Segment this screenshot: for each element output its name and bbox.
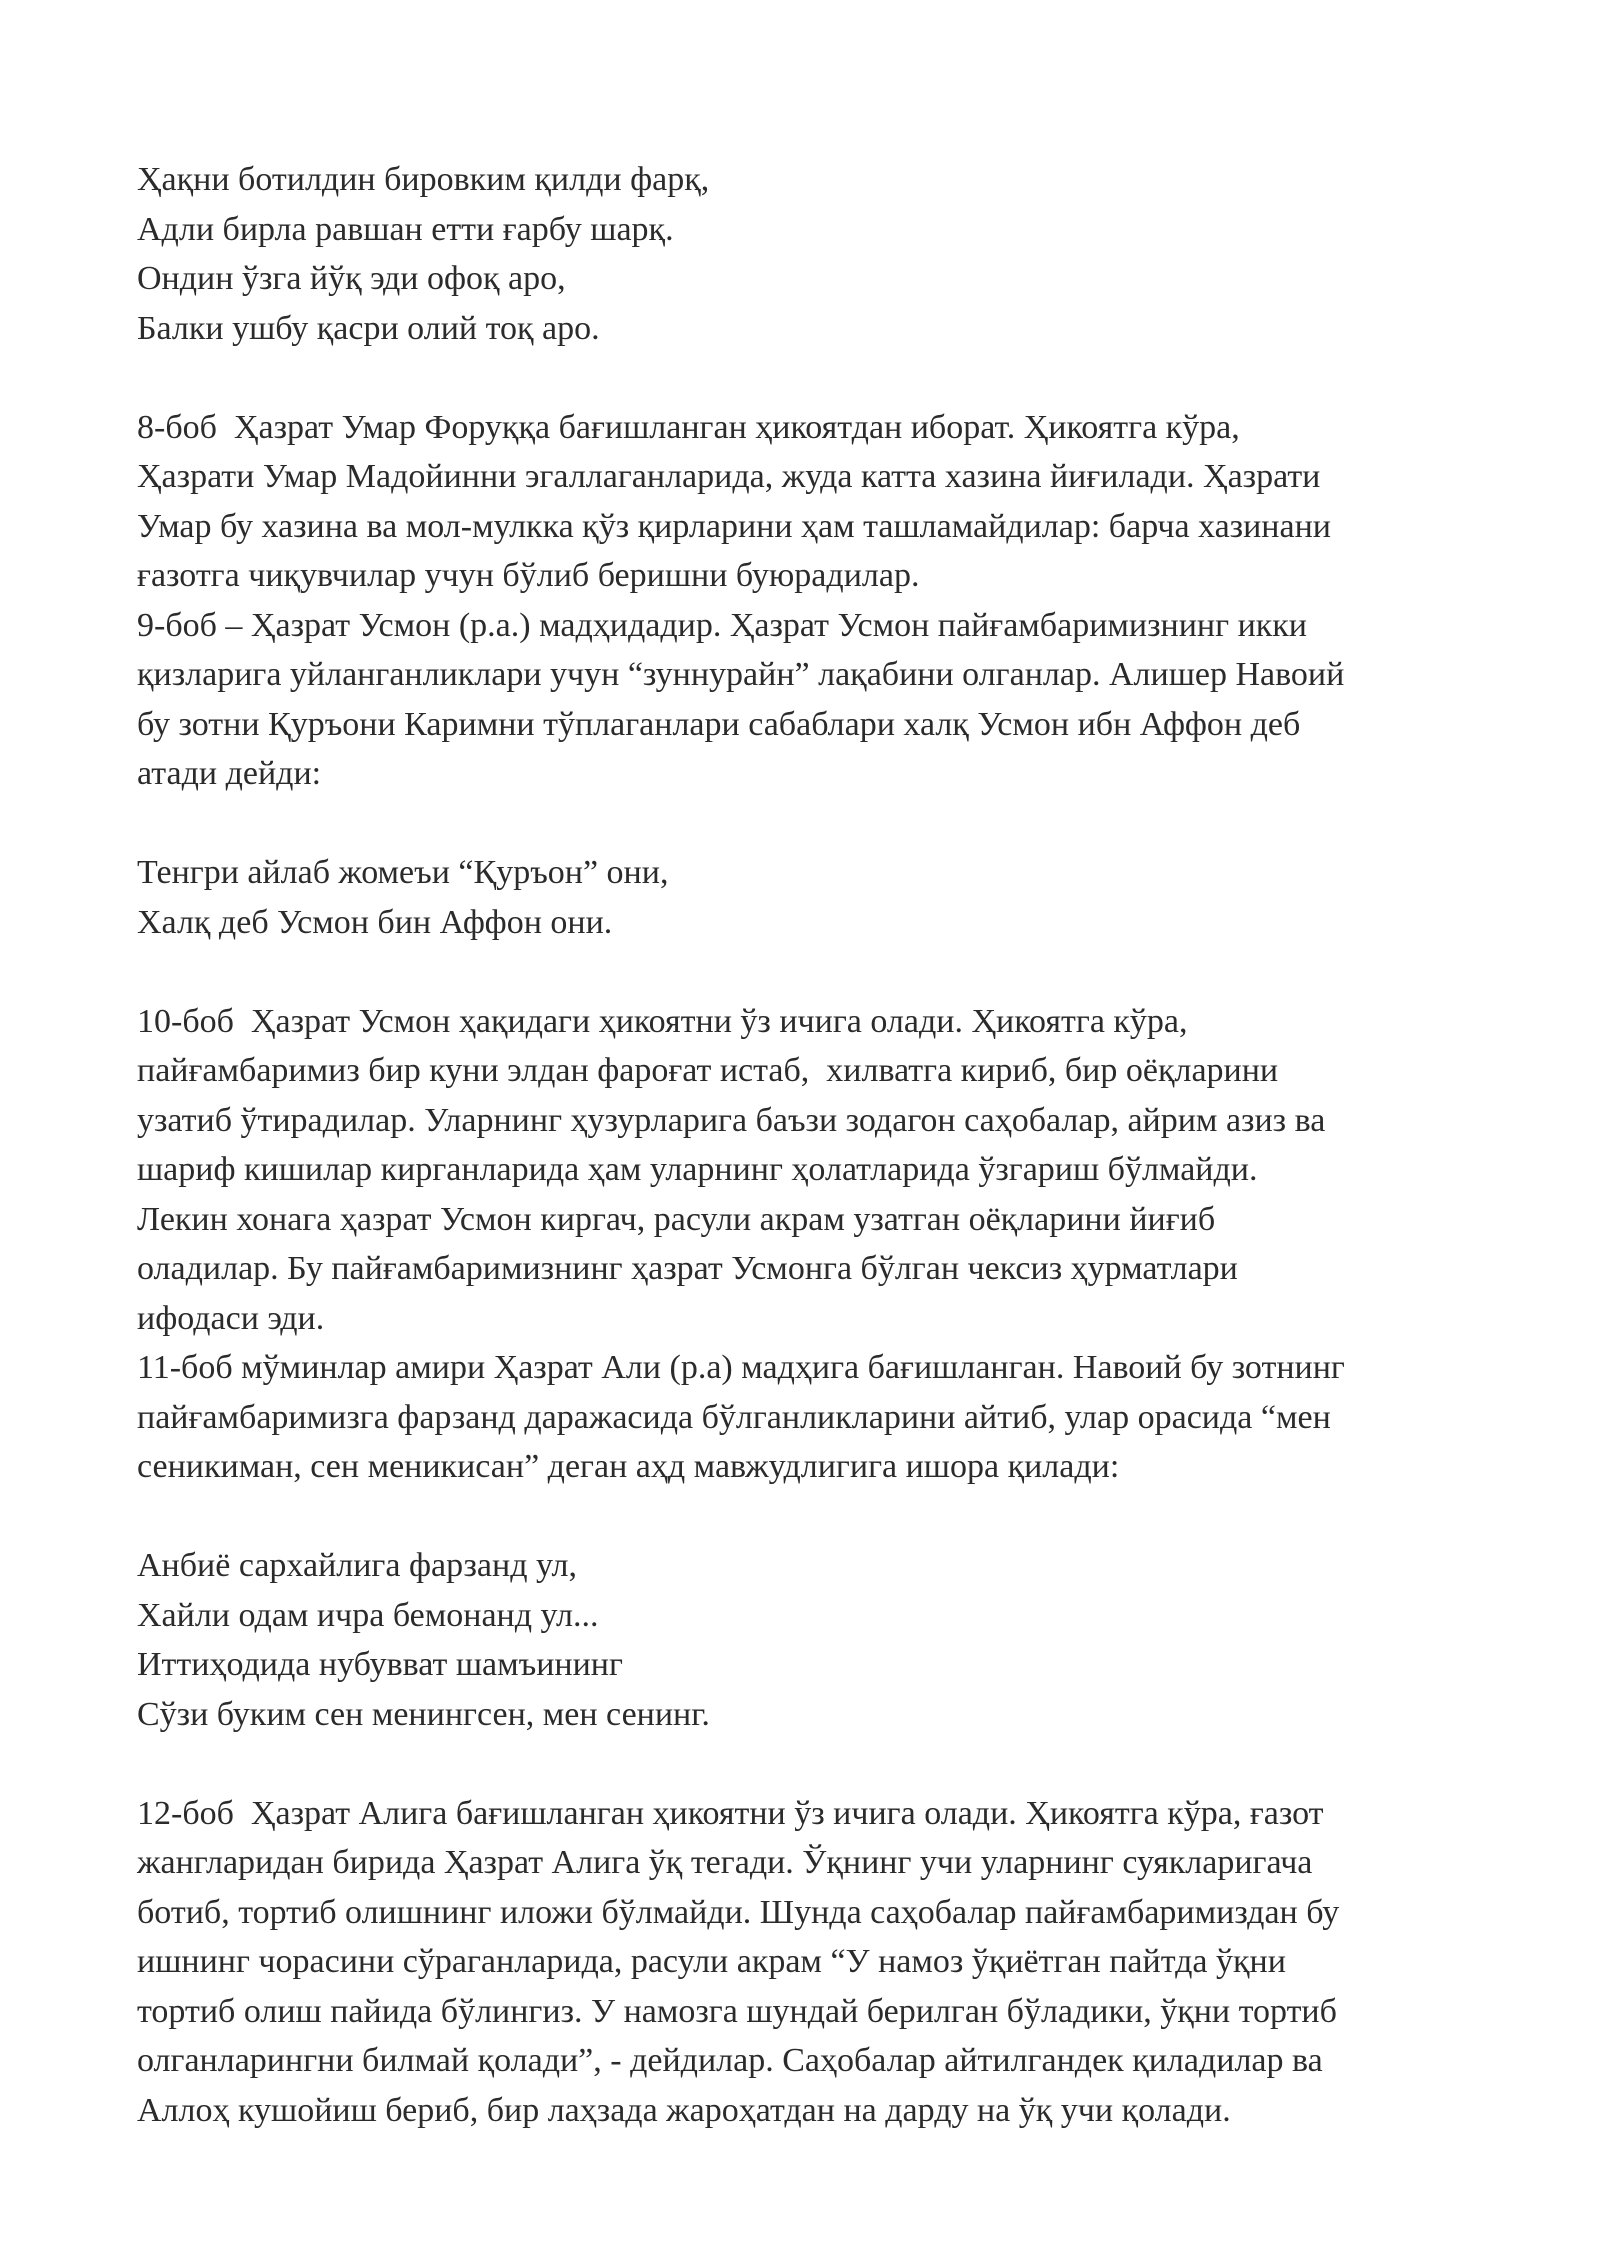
paragraph-line: 8-боб Ҳазрат Умар Форуққа бағишланган ҳикоятдан иборат. Ҳикоятга кўра, <box>137 408 1240 446</box>
verse-line: Хайли одам ичра бемонанд ул... <box>137 1596 599 1634</box>
paragraph-line: узатиб ўтирадилар. Уларнинг ҳузурларига баъзи зодагон саҳобалар, айрим азиз ва <box>137 1101 1326 1139</box>
document-body <box>137 155 1537 2135</box>
paragraph-line: 11-боб мўминлар амири Ҳазрат Али (р.а) мадҳига бағишланган. Навоий бу зотнинг <box>137 1349 1345 1386</box>
chapter-9-paragraph <box>137 601 1537 799</box>
paragraph-line: 10-боб Ҳазрат Усмон ҳақидаги ҳикоятни ўз ичига олади. Ҳикоятга кўра, <box>137 1002 1188 1040</box>
paragraph-line: 12-боб Ҳазрат Алига бағишланган ҳикоятни ўз ичига олади. Ҳикоятга кўра, ғазот <box>137 1794 1324 1832</box>
verse-line: Иттиҳодида нубувват шамъининг <box>137 1646 623 1683</box>
paragraph-line: оладилар. Бу пайғамбаримизнинг ҳазрат Усмонга бўлган чексиз ҳурматлари <box>137 1250 1238 1287</box>
verse-line: Ҳақни ботилдин бировким қилди фарқ, <box>137 161 710 198</box>
chapter-12-paragraph <box>137 1789 1537 2136</box>
verse-line: Халқ деб Усмон бин Аффон они. <box>137 903 613 941</box>
paragraph-line: Аллоҳ кушойиш бериб, бир лаҳзада жароҳатдан на дарду на ўқ учи қолади. <box>137 2091 1231 2129</box>
paragraph-line: ифодаси эди. <box>137 1299 325 1337</box>
verse-block-2 <box>137 848 1537 947</box>
chapter-10-paragraph <box>137 997 1537 1344</box>
verse-line: Анбиё сархайлига фарзанд ул, <box>137 1547 577 1584</box>
paragraph-line: ишнинг чорасини сўраганларида, расули акрам “У намоз ўқиётган пайтда ўқни <box>137 1943 1286 1980</box>
paragraph-line: Умар бу хазина ва мол-мулкка қўз қирларини ҳам ташламайдилар: барча хазинани <box>137 507 1331 545</box>
verse-block-1 <box>137 155 1537 353</box>
verse-line: Балки ушбу қасри олий тоқ аро. <box>137 309 600 347</box>
paragraph-line: Лекин хонага ҳазрат Усмон киргач, расули акрам узатган оёқларини йиғиб <box>137 1200 1216 1238</box>
verse-block-3 <box>137 1541 1537 1739</box>
verse-line: Адли бирла равшан етти ғарбу шарқ. <box>137 210 674 248</box>
paragraph-line: 9-боб – Ҳазрат Усмон (р.а.) мадҳидадир. Ҳазрат Усмон пайғамбаримизнинг икки <box>137 606 1307 644</box>
paragraph-line: сеникиман, сен меникисан” деган аҳд мавжудлигига ишора қилади: <box>137 1448 1120 1485</box>
verse-line: Тенгри айлаб жомеъи “Қуръон” они, <box>137 854 669 891</box>
verse-line: Ондин ўзга йўқ эди офоқ аро, <box>137 260 566 297</box>
paragraph-line: ғазотга чиқувчилар учун бўлиб беришни буюрадилар. <box>137 557 920 594</box>
paragraph-line: қизларига уйланганликлари учун “зуннурайн” лақабини олганлар. Алишер Навоий <box>137 656 1345 693</box>
chapter-8-paragraph <box>137 403 1537 601</box>
paragraph-line: бу зотни Қуръони Каримни тўплаганлари сабаблари халқ Усмон ибн Аффон деб <box>137 705 1301 743</box>
paragraph-line: Ҳазрати Умар Мадойинни эгаллаганларида, жуда катта хазина йиғилади. Ҳазрати <box>137 458 1321 495</box>
chapter-11-paragraph <box>137 1343 1537 1492</box>
paragraph-line: олганларингни билмай қолади”, - дейдилар. Саҳобалар айтилгандек қиладилар ва <box>137 2042 1323 2079</box>
paragraph-line: тортиб олиш пайида бўлингиз. У намозга шундай берилган бўладики, ўқни тортиб <box>137 1992 1337 2030</box>
paragraph-line: ботиб, тортиб олишнинг иложи бўлмайди. Шунда саҳобалар пайғамбаримиздан бу <box>137 1893 1340 1931</box>
verse-line: Сўзи буким сен менингсен, мен сенинг. <box>137 1695 710 1733</box>
paragraph-line: пайғамбаримиз бир куни элдан фароғат истаб, хилватга кириб, бир оёқларини <box>137 1052 1279 1089</box>
paragraph-line: жангларидан бирида Ҳазрат Алига ўқ тегади. Ўқнинг учи уларнинг суякларигача <box>137 1844 1313 1881</box>
paragraph-line: пайғамбаримизга фарзанд даражасида бўлганликларини айтиб, улар орасида “мен <box>137 1398 1331 1436</box>
paragraph-line: атади дейди: <box>137 755 322 792</box>
paragraph-line: шариф кишилар кирганларида ҳам уларнинг ҳолатларида ўзгариш бўлмайди. <box>137 1151 1258 1188</box>
